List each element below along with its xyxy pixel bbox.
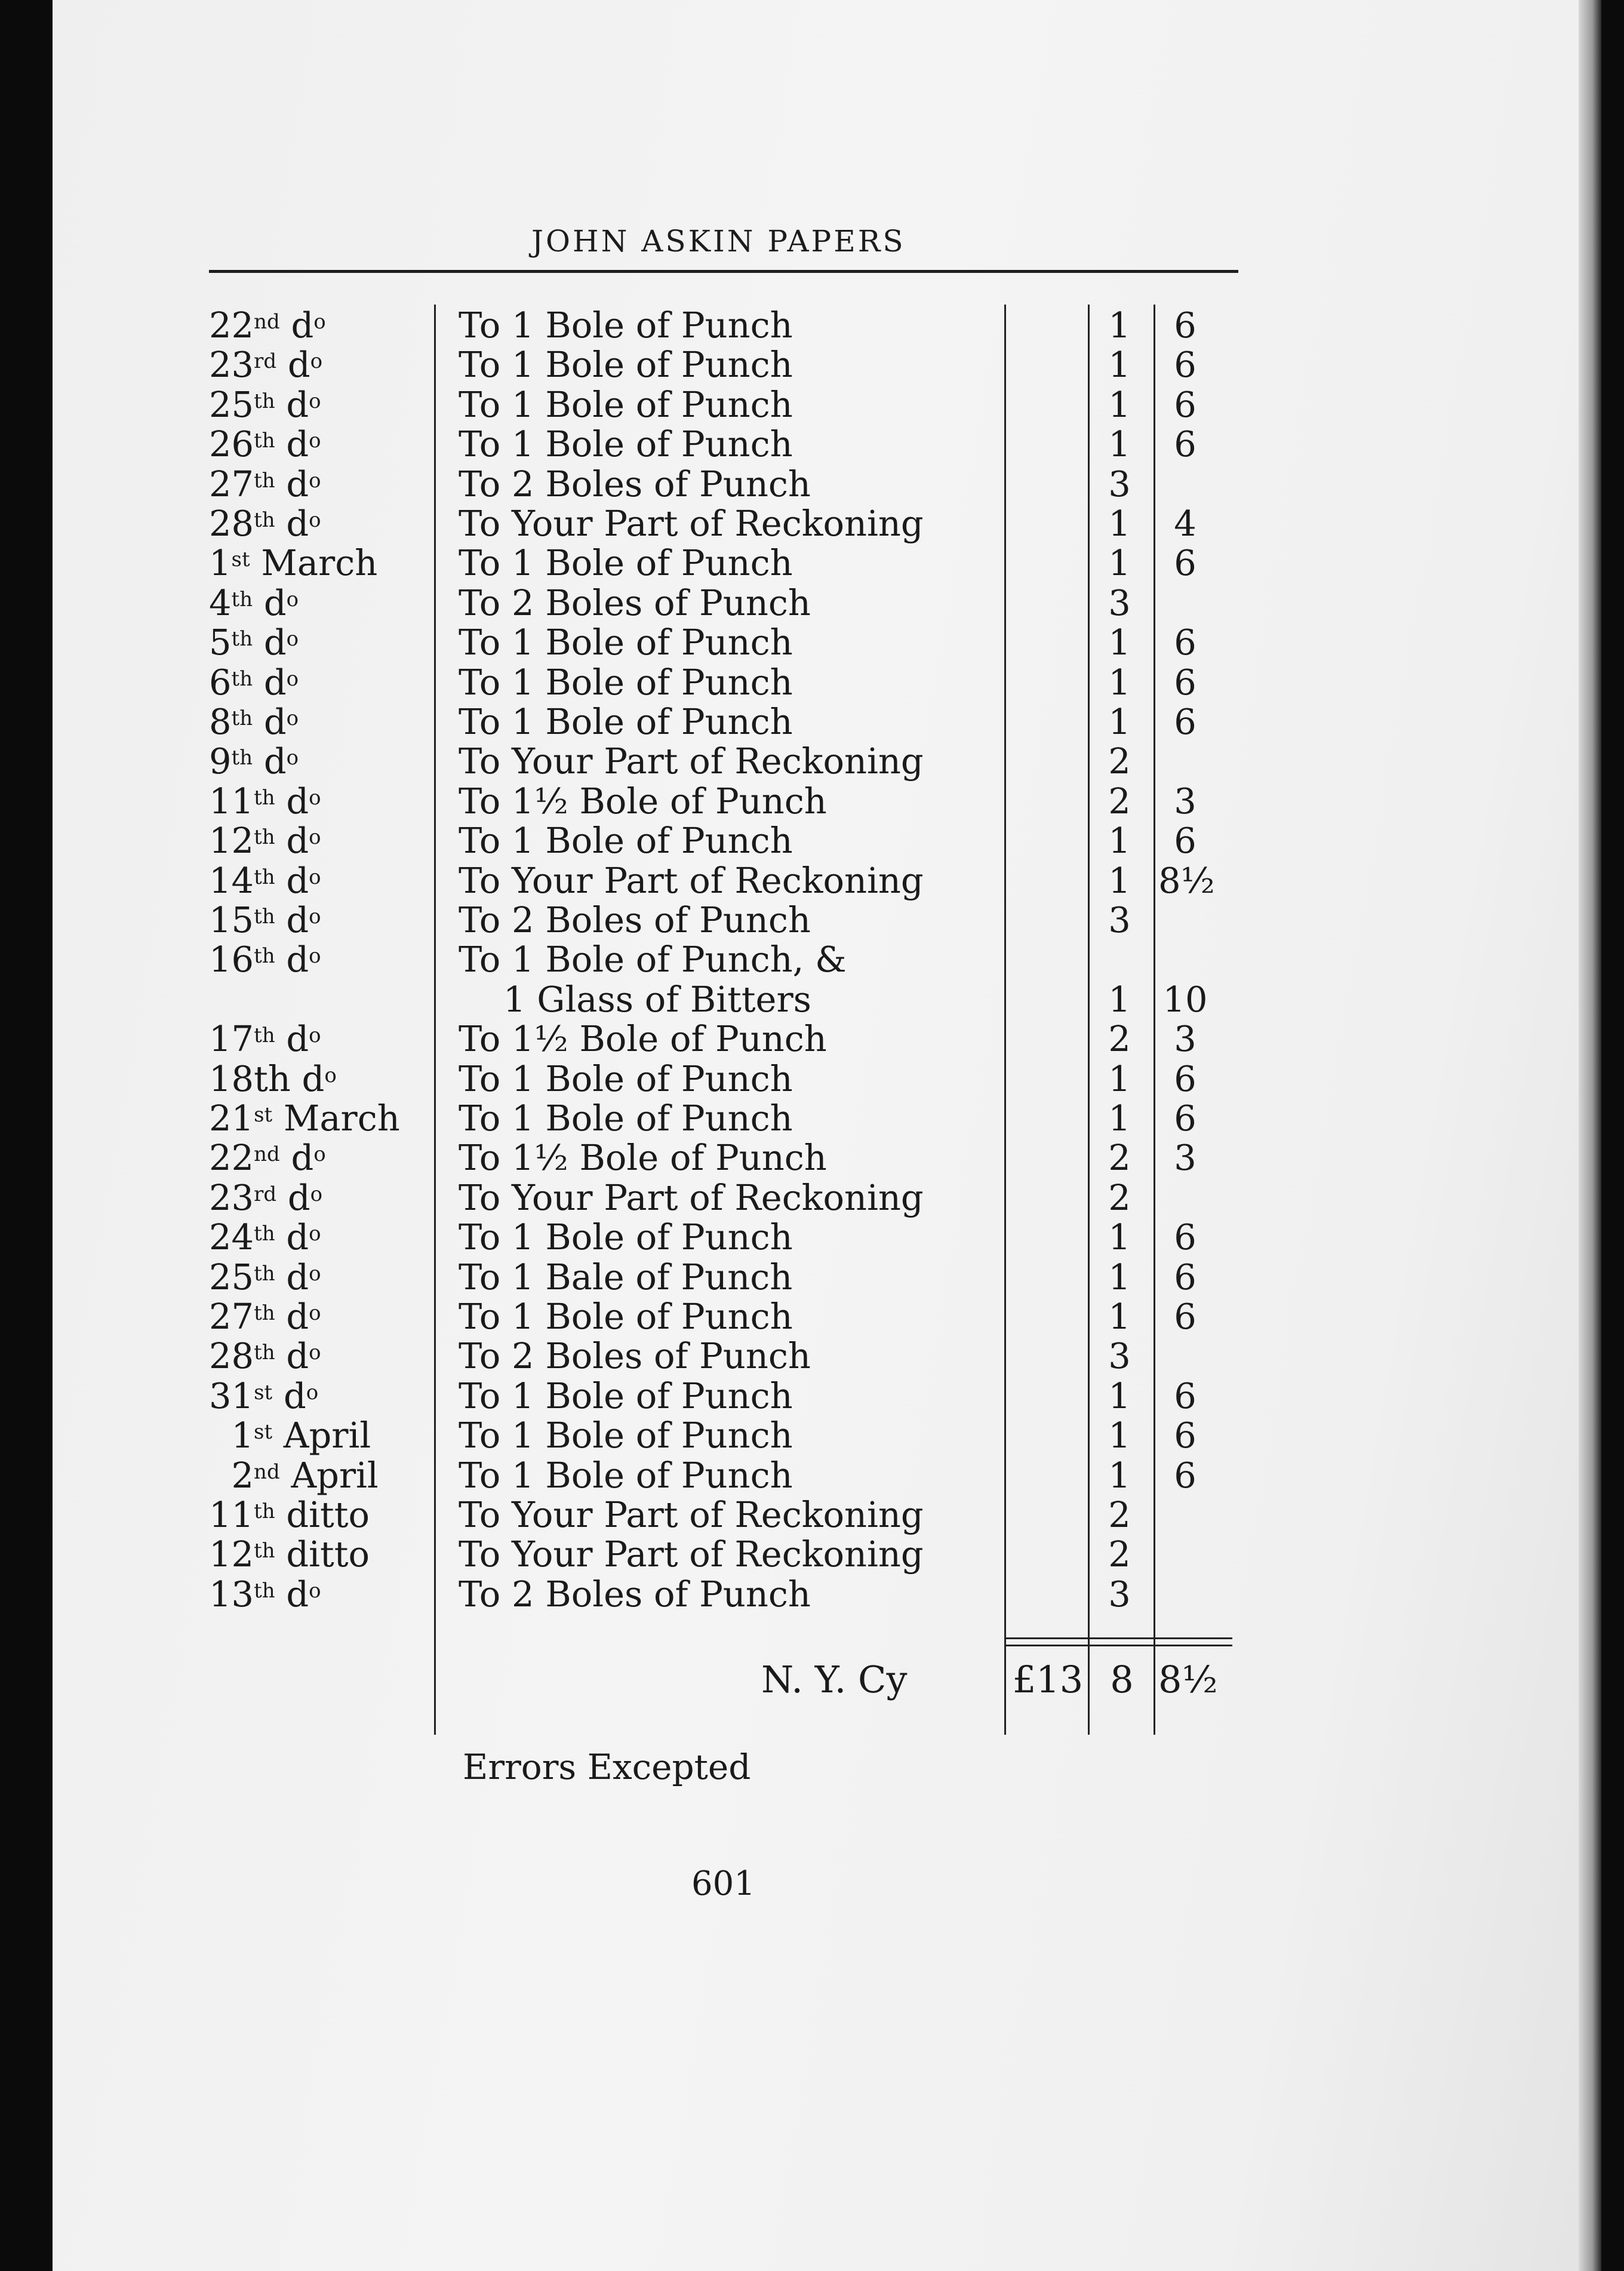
entry-month-suffix: o [309, 468, 321, 493]
entry-month: d [275, 1018, 309, 1060]
entry-day: 14 [209, 859, 254, 901]
entry-shillings: 1 [1108, 1098, 1131, 1139]
entry-date [209, 1575, 321, 1614]
entry-shillings: 3 [1108, 1335, 1131, 1377]
ledger-row [0, 1099, 1314, 1138]
entry-month-suffix: o [309, 389, 321, 413]
entry-day-suffix: th [254, 1578, 275, 1603]
entry-month-suffix: o [309, 1024, 321, 1048]
entry-description: To Your Part of Reckoning [459, 740, 924, 782]
errors-excepted: Errors Excepted [463, 1747, 751, 1787]
entry-description: To Your Part of Reckoning [459, 1494, 924, 1535]
entry-pence: 3 [1174, 1137, 1197, 1179]
entry-shillings: 1 [1108, 1375, 1131, 1416]
ledger-row [0, 623, 1314, 662]
ledger-row [0, 1019, 1314, 1059]
entry-description: To 1 Bole of Punch [459, 701, 793, 742]
entry-description: To 2 Boles of Punch [459, 463, 811, 505]
entry-description: To 1 Bole of Punch [459, 1058, 793, 1099]
entry-month: d [275, 1335, 309, 1377]
entry-day-suffix: th [254, 944, 275, 969]
entry-date [209, 385, 321, 425]
entry-day-suffix: th [231, 627, 253, 652]
entry-month-suffix: o [324, 1063, 337, 1087]
entry-day-suffix: rd [254, 349, 277, 374]
entry-month: d [290, 1058, 325, 1099]
entry-date [209, 425, 321, 464]
entry-shillings: 2 [1108, 1176, 1131, 1218]
ledger-row [0, 345, 1314, 385]
entry-date [209, 1099, 400, 1138]
entry-month-suffix: o [309, 1301, 321, 1325]
entry-day-suffix: th [254, 429, 275, 453]
ledger-row [0, 583, 1314, 623]
entry-month: d [272, 1375, 306, 1416]
entry-month-suffix: o [286, 746, 299, 770]
entry-month-suffix: o [286, 627, 299, 652]
entry-date [209, 583, 299, 623]
entry-pence: 6 [1174, 622, 1197, 663]
entry-shillings: 2 [1108, 740, 1131, 782]
ledger-row [0, 1059, 1314, 1099]
entry-description: To 1 Bole of Punch [459, 1454, 793, 1496]
entry-description: To 1 Bole of Punch [459, 820, 793, 862]
entry-day-suffix: th [254, 865, 275, 889]
entry-day-suffix: th [254, 1261, 275, 1286]
entry-day-suffix: th [254, 508, 275, 532]
entry-description: To Your Part of Reckoning [459, 1534, 924, 1575]
entry-shillings: 1 [1108, 1058, 1131, 1099]
entry-month: d [279, 305, 314, 346]
entry-day-suffix: th [254, 1222, 275, 1246]
entry-shillings: 1 [1108, 701, 1131, 742]
entry-shillings: 1 [1108, 1296, 1131, 1337]
entry-month-suffix: o [309, 825, 321, 850]
total-pounds: £13 [1012, 1658, 1084, 1701]
entry-month-suffix: o [310, 1182, 323, 1206]
entry-month: d [275, 1296, 309, 1337]
entry-month: d [275, 1256, 309, 1298]
entry-month: d [275, 899, 309, 941]
total-label: N. Y. Cy [761, 1658, 908, 1701]
entry-day: 1 [209, 542, 232, 584]
entry-day-suffix: th [231, 587, 253, 611]
entry-day: 24 [209, 1216, 254, 1258]
entry-month: d [275, 1216, 309, 1258]
entry-description: To 1½ Bole of Punch [459, 780, 827, 822]
entry-date [209, 345, 322, 385]
entry-date [209, 1535, 370, 1574]
entry-day: 5 [209, 622, 232, 663]
entry-day: 12 [209, 1534, 254, 1575]
entry-month: ditto [275, 1534, 370, 1575]
entry-day: 15 [209, 899, 254, 941]
entry-pence: 6 [1174, 344, 1197, 386]
entry-day-suffix: th [231, 746, 253, 770]
entry-pence: 10 [1162, 978, 1208, 1020]
total-shillings: 8 [1110, 1658, 1134, 1701]
entry-month: d [276, 1176, 310, 1218]
ledger-row [0, 901, 1314, 940]
ledger-row [0, 1416, 1314, 1455]
entry-description: To 1 Bole of Punch [459, 1098, 793, 1139]
entry-pence: 6 [1174, 1058, 1197, 1099]
entry-shillings: 1 [1108, 1216, 1131, 1258]
ledger-row [0, 543, 1314, 583]
entry-pence: 6 [1174, 383, 1197, 425]
ledger-row [0, 1336, 1314, 1376]
entry-day: 1 [209, 1415, 254, 1456]
entry-month: d [275, 820, 309, 862]
entry-month-suffix: o [309, 429, 321, 453]
entry-description: To 1 Bole of Punch [459, 344, 793, 386]
entry-shillings: 1 [1108, 344, 1131, 386]
entry-day: 17 [209, 1018, 254, 1060]
entry-date [209, 1258, 321, 1297]
entry-day: 25 [209, 1256, 254, 1298]
entry-description: To 1½ Bole of Punch [459, 1018, 827, 1060]
ledger-row [0, 1138, 1314, 1178]
entry-month: March [250, 542, 378, 584]
entry-day: 18th [209, 1058, 291, 1099]
entry-date [209, 1019, 321, 1059]
ledger-row [0, 861, 1314, 901]
entry-month-suffix: o [309, 1222, 321, 1246]
entry-description: To 1 Bole of Punch [459, 305, 793, 346]
entry-day: 11 [209, 780, 254, 822]
entry-shillings: 1 [1108, 305, 1131, 346]
entry-description: To 1 Bole of Punch [459, 661, 793, 703]
ledger-row [0, 1297, 1314, 1336]
ledger-row [0, 1218, 1314, 1257]
entry-day-suffix: nd [254, 1459, 280, 1484]
entry-day: 22 [209, 305, 254, 346]
ledger-row [0, 1456, 1314, 1495]
entry-day-suffix: th [254, 1301, 275, 1325]
entry-description: To 1 Bole of Punch [459, 1296, 793, 1337]
entry-month: d [275, 939, 309, 981]
entry-month: d [253, 740, 287, 782]
entry-description: To 2 Boles of Punch [459, 1335, 811, 1377]
entry-date [209, 782, 321, 821]
entry-pence: 6 [1174, 820, 1197, 862]
entry-month: d [275, 503, 309, 544]
entry-shillings: 1 [1108, 859, 1131, 901]
ledger-row [0, 782, 1314, 821]
entry-shillings: 1 [1108, 542, 1131, 584]
entry-month: April [279, 1454, 379, 1496]
entry-shillings: 1 [1108, 661, 1131, 703]
entry-shillings: 3 [1108, 582, 1131, 623]
entry-description: To 1 Bole of Punch [459, 383, 793, 425]
entry-date [209, 821, 321, 861]
entry-description: To 1 Bole of Punch [459, 1216, 793, 1258]
entry-date [209, 543, 377, 583]
entry-date [209, 1218, 321, 1257]
entry-description: To 2 Boles of Punch [459, 582, 811, 623]
ledger-row [0, 702, 1314, 742]
entry-date [209, 1138, 326, 1178]
entry-date [209, 1336, 321, 1376]
entry-shillings: 2 [1108, 1018, 1131, 1060]
entry-pence: 6 [1174, 423, 1197, 465]
entry-day: 31 [209, 1375, 254, 1416]
entry-day: 28 [209, 1335, 254, 1377]
entry-day: 25 [209, 383, 254, 425]
entry-day: 8 [209, 701, 232, 742]
entry-description: To Your Part of Reckoning [459, 1176, 924, 1218]
entry-day: 2 [209, 1454, 254, 1496]
entry-month: d [253, 661, 287, 703]
entry-month: April [272, 1415, 371, 1456]
entry-month-suffix: o [306, 1380, 319, 1405]
entry-month: d [275, 859, 309, 901]
entry-day-suffix: th [254, 1499, 275, 1523]
ledger-row [0, 742, 1314, 781]
entry-day: 28 [209, 503, 254, 544]
entry-day: 26 [209, 423, 254, 465]
ledger-row [0, 980, 1314, 1019]
entry-month-suffix: o [309, 1341, 321, 1365]
entry-day-suffix: th [254, 1024, 275, 1048]
entry-day: 22 [209, 1137, 254, 1179]
entry-month: d [253, 582, 287, 623]
entry-day-suffix: st [254, 1380, 273, 1405]
total-rule-lower [1005, 1645, 1232, 1646]
entry-shillings: 2 [1108, 1137, 1131, 1179]
entry-month: ditto [275, 1494, 370, 1535]
entry-date [209, 702, 299, 742]
ledger-row [0, 1178, 1314, 1218]
entry-shillings: 2 [1108, 1494, 1131, 1535]
entry-month-suffix: o [310, 349, 323, 374]
entry-pence: 6 [1174, 661, 1197, 703]
entry-description: To 1 Bale of Punch [459, 1256, 793, 1298]
entry-shillings: 1 [1108, 503, 1131, 544]
entry-month-suffix: o [309, 785, 321, 810]
entry-month: d [276, 344, 310, 386]
ledger-row [0, 1376, 1314, 1416]
entry-date [209, 1456, 379, 1495]
entry-date [209, 861, 321, 901]
entry-day: 23 [209, 344, 254, 386]
entry-shillings: 1 [1108, 1415, 1131, 1456]
entry-day: 16 [209, 939, 254, 981]
entry-shillings: 1 [1108, 820, 1131, 862]
entry-shillings: 1 [1108, 423, 1131, 465]
entry-pence: 6 [1174, 1098, 1197, 1139]
entry-date [209, 1416, 371, 1455]
running-head: JOHN ASKIN PAPERS [531, 224, 906, 259]
entry-day: 27 [209, 1296, 254, 1337]
entry-description: To Your Part of Reckoning [459, 859, 924, 901]
ledger-row [0, 385, 1314, 425]
ledger-row [0, 1258, 1314, 1297]
entry-month: d [275, 383, 309, 425]
entry-day: 9 [209, 740, 232, 782]
entry-description: To 1 Bole of Punch, & [459, 939, 847, 981]
entry-day-suffix: th [254, 1341, 275, 1365]
entry-day-suffix: th [231, 666, 253, 691]
entry-pence: 8½ [1158, 859, 1215, 901]
entry-description: To 1 Bole of Punch [459, 622, 793, 663]
entry-day: 23 [209, 1176, 254, 1218]
entry-description: To 1 Bole of Punch [459, 1415, 793, 1456]
entry-pence: 6 [1174, 1296, 1197, 1337]
ledger-row [0, 1535, 1314, 1574]
entry-pence: 6 [1174, 701, 1197, 742]
entry-date [209, 1297, 321, 1336]
entry-month-suffix: o [309, 905, 321, 929]
entry-description: 1 Glass of Bitters [459, 978, 811, 1020]
entry-day: 4 [209, 582, 232, 623]
entry-day-suffix: th [254, 905, 275, 929]
entry-shillings: 1 [1108, 383, 1131, 425]
entry-date [209, 1178, 322, 1218]
entry-day-suffix: st [231, 548, 250, 572]
entry-shillings: 1 [1108, 978, 1131, 1020]
entry-month-suffix: o [309, 508, 321, 532]
entry-month-suffix: o [313, 1142, 326, 1167]
entry-pence: 6 [1174, 1415, 1197, 1456]
entry-pence: 6 [1174, 1454, 1197, 1496]
entry-month: d [275, 1573, 309, 1615]
entry-pence: 3 [1174, 780, 1197, 822]
entry-date [209, 901, 321, 940]
entry-day-suffix: nd [254, 1142, 280, 1167]
entry-day-suffix: nd [254, 310, 280, 334]
entry-month: d [253, 622, 287, 663]
entry-month-suffix: o [309, 865, 321, 889]
page-number: 601 [691, 1864, 755, 1903]
total-pence: 8½ [1158, 1658, 1218, 1701]
entry-description: To Your Part of Reckoning [459, 503, 924, 544]
entry-month-suffix: o [309, 944, 321, 969]
entry-date [209, 306, 326, 345]
entry-day-suffix: th [254, 1539, 275, 1563]
entry-month-suffix: o [313, 310, 326, 334]
entry-month: March [272, 1098, 400, 1139]
entry-shillings: 2 [1108, 1534, 1131, 1575]
total-rule-upper [1005, 1637, 1232, 1639]
entry-description: To 1 Bole of Punch [459, 1375, 793, 1416]
ledger-row [0, 821, 1314, 861]
entry-month: d [279, 1137, 314, 1179]
entry-month: d [253, 701, 287, 742]
entry-shillings: 3 [1108, 463, 1131, 505]
entry-month: d [275, 423, 309, 465]
ledger-row [0, 1575, 1314, 1614]
ledger-row [0, 504, 1314, 543]
entry-day: 13 [209, 1573, 254, 1615]
entry-date [209, 465, 321, 504]
ledger-row [0, 1495, 1314, 1535]
entry-shillings: 1 [1108, 622, 1131, 663]
entry-date [209, 1059, 337, 1099]
entry-description: To 1 Bole of Punch [459, 542, 793, 584]
entry-description: To 2 Boles of Punch [459, 899, 811, 941]
entry-day: 12 [209, 820, 254, 862]
entry-shillings: 1 [1108, 1256, 1131, 1298]
entry-month: d [275, 463, 309, 505]
entry-pence: 6 [1174, 1216, 1197, 1258]
entry-description: To 1½ Bole of Punch [459, 1137, 827, 1179]
entry-month: d [275, 780, 309, 822]
entry-day-suffix: th [231, 706, 253, 730]
entry-pence: 4 [1174, 503, 1197, 544]
entry-day-suffix: st [254, 1420, 273, 1445]
entry-day-suffix: th [254, 468, 275, 493]
entry-date [209, 623, 299, 662]
entry-day-suffix: th [254, 389, 275, 413]
page-edge-shadow [1579, 0, 1601, 2271]
entry-pence: 3 [1174, 1018, 1197, 1060]
entry-description: To 2 Boles of Punch [459, 1573, 811, 1615]
entry-pence: 6 [1174, 1375, 1197, 1416]
entry-shillings: 2 [1108, 780, 1131, 822]
ledger-row [0, 425, 1314, 464]
entry-day-suffix: th [254, 785, 275, 810]
ledger-row [0, 465, 1314, 504]
entry-pence: 6 [1174, 542, 1197, 584]
entry-day: 6 [209, 661, 232, 703]
entry-date [209, 742, 299, 781]
entry-day-suffix: st [254, 1103, 273, 1127]
entry-pence: 6 [1174, 1256, 1197, 1298]
entry-month-suffix: o [286, 587, 299, 611]
entry-month-suffix: o [286, 666, 299, 691]
entry-date [209, 504, 321, 543]
head-rule [209, 270, 1238, 273]
entry-shillings: 1 [1108, 1454, 1131, 1496]
entry-shillings: 3 [1108, 899, 1131, 941]
ledger-row [0, 306, 1314, 345]
entry-description: To 1 Bole of Punch [459, 423, 793, 465]
entry-date [209, 663, 299, 702]
entry-pence: 6 [1174, 305, 1197, 346]
ledger-row [0, 663, 1314, 702]
entry-date [209, 1376, 318, 1416]
entry-day: 21 [209, 1098, 254, 1139]
ledger-row [0, 940, 1314, 979]
entry-date [209, 940, 321, 979]
entry-month-suffix: o [286, 706, 299, 730]
entry-day-suffix: th [254, 825, 275, 850]
entry-date [209, 1495, 370, 1535]
entry-day-suffix: rd [254, 1182, 277, 1206]
entry-month-suffix: o [309, 1261, 321, 1286]
entry-shillings: 3 [1108, 1573, 1131, 1615]
entry-day: 11 [209, 1494, 254, 1535]
entry-month-suffix: o [309, 1578, 321, 1603]
entry-day: 27 [209, 463, 254, 505]
